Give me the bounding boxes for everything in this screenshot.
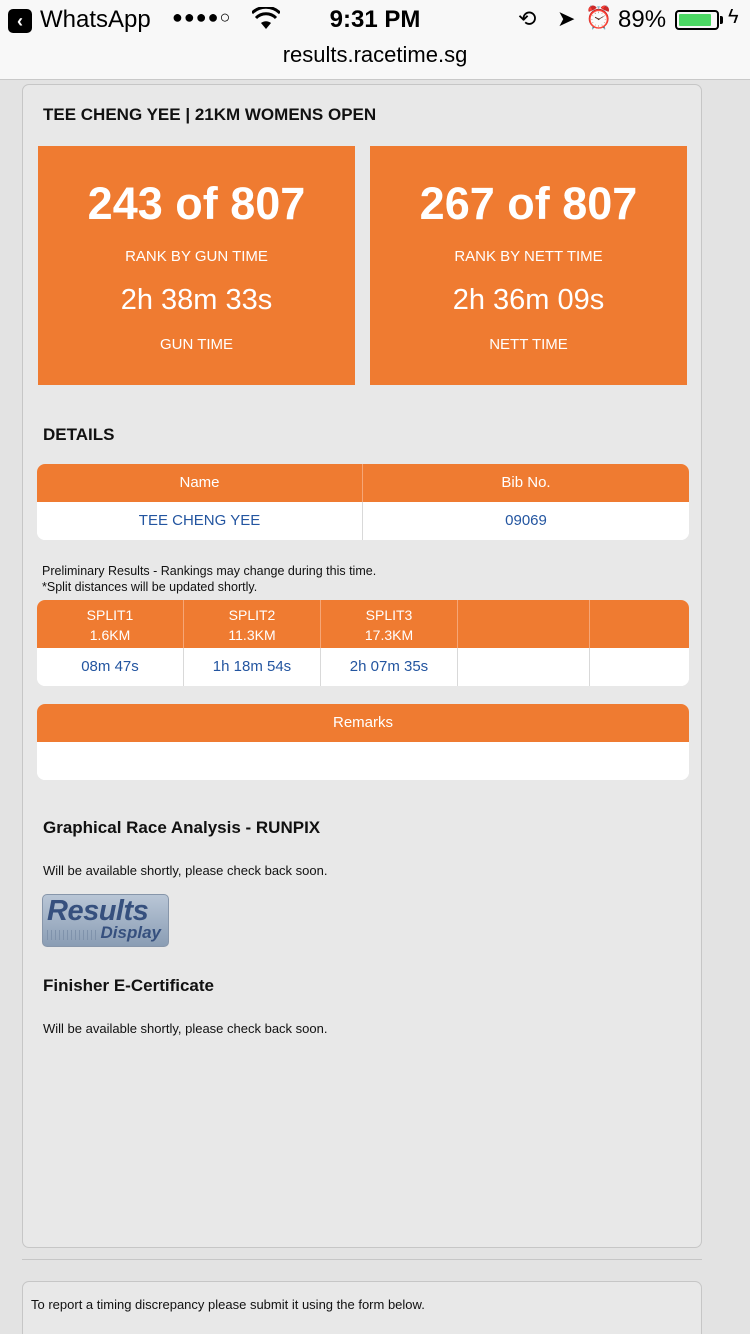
gun-time-value: 2h 38m 33s bbox=[120, 284, 273, 316]
nett-time-box bbox=[370, 146, 687, 385]
split-time-value bbox=[458, 648, 590, 686]
split-header bbox=[458, 600, 590, 648]
browser-top-bar bbox=[0, 0, 750, 80]
battery-level-fill bbox=[679, 14, 711, 26]
logo-bars-graphic bbox=[47, 930, 97, 940]
preliminary-note bbox=[42, 563, 376, 595]
battery-percentage: 89% bbox=[618, 6, 667, 33]
gun-rank-value: 243 of 807 bbox=[87, 178, 306, 229]
results-card bbox=[22, 84, 702, 1248]
name-header: Name bbox=[37, 464, 363, 502]
details-table bbox=[37, 464, 689, 540]
runner-title: TEE CHENG YEE | 21KM WOMENS OPEN bbox=[43, 105, 377, 124]
remarks-value-row bbox=[37, 742, 689, 780]
split-distance: 17.3KM bbox=[364, 627, 414, 643]
bib-number-value: 09069 bbox=[505, 512, 547, 529]
results-display-logo[interactable] bbox=[42, 894, 169, 947]
split-time-value: 08m 47s bbox=[37, 648, 184, 686]
status-time: 9:31 PM bbox=[329, 6, 421, 33]
logo-text-results: Results bbox=[47, 895, 149, 927]
split-time-value: 1h 18m 54s bbox=[184, 648, 321, 686]
race-analysis-text: Will be available shortly, please check back soon. bbox=[43, 863, 328, 878]
split-name: SPLIT3 bbox=[365, 607, 413, 623]
details-header-row bbox=[37, 464, 689, 502]
remarks-header: Remarks bbox=[332, 714, 393, 731]
gun-time-label: GUN TIME bbox=[159, 336, 234, 353]
back-chevron-icon[interactable]: ‹ bbox=[8, 9, 32, 33]
race-analysis-heading: Graphical Race Analysis - RUNPIX bbox=[43, 818, 321, 837]
remarks-header-row bbox=[37, 704, 689, 742]
section-divider bbox=[22, 1259, 702, 1260]
certificate-heading: Finisher E-Certificate bbox=[43, 976, 214, 995]
runner-name-value: TEE CHENG YEE bbox=[37, 502, 363, 540]
split-name: SPLIT1 bbox=[86, 607, 134, 623]
remarks-table bbox=[37, 704, 689, 780]
split-name: SPLIT2 bbox=[228, 607, 276, 623]
gun-rank-label: RANK BY GUN TIME bbox=[125, 248, 268, 265]
split-note-line: *Split distances will be updated shortly. bbox=[42, 580, 258, 594]
split-header bbox=[184, 600, 321, 648]
split-header bbox=[321, 600, 458, 648]
bib-header: Bib No. bbox=[501, 474, 551, 491]
address-bar-url[interactable]: results.racetime.sg bbox=[282, 42, 468, 67]
details-heading: DETAILS bbox=[43, 425, 115, 444]
split-distance: 1.6KM bbox=[89, 627, 131, 643]
splits-table bbox=[37, 600, 689, 686]
alarm-clock-icon: ⏰ bbox=[585, 5, 613, 30]
back-to-app-label[interactable]: WhatsApp bbox=[40, 6, 151, 33]
nett-rank-label: RANK BY NETT TIME bbox=[454, 248, 603, 265]
details-value-row bbox=[37, 502, 689, 540]
nett-rank-value: 267 of 807 bbox=[419, 178, 638, 229]
preliminary-note-line: Preliminary Results - Rankings may change during this time. bbox=[42, 564, 377, 578]
nett-time-value: 2h 36m 09s bbox=[452, 284, 605, 316]
charging-bolt-icon: ϟ bbox=[728, 6, 739, 28]
battery-icon bbox=[675, 10, 719, 30]
report-discrepancy-text: To report a timing discrepancy please submit it using the form below. bbox=[31, 1297, 425, 1312]
split-time-value bbox=[590, 648, 689, 686]
certificate-text: Will be available shortly, please check back soon. bbox=[43, 1021, 328, 1036]
report-discrepancy-card bbox=[22, 1281, 702, 1334]
split-distance: 11.3KM bbox=[228, 627, 276, 643]
nett-time-label: NETT TIME bbox=[489, 336, 568, 353]
status-bar bbox=[0, 0, 750, 40]
rotation-lock-icon: ⟲ bbox=[518, 6, 537, 31]
gun-time-box bbox=[38, 146, 355, 385]
splits-header-row bbox=[37, 600, 689, 648]
split-header bbox=[590, 600, 689, 648]
split-time-value: 2h 07m 35s bbox=[321, 648, 458, 686]
battery-nub bbox=[720, 16, 723, 24]
signal-strength-icon: ●●●●○ bbox=[172, 7, 232, 27]
split-header bbox=[37, 600, 184, 648]
splits-value-row bbox=[37, 648, 689, 686]
location-arrow-icon: ➤ bbox=[557, 6, 576, 31]
logo-text-display: Display bbox=[100, 923, 161, 942]
